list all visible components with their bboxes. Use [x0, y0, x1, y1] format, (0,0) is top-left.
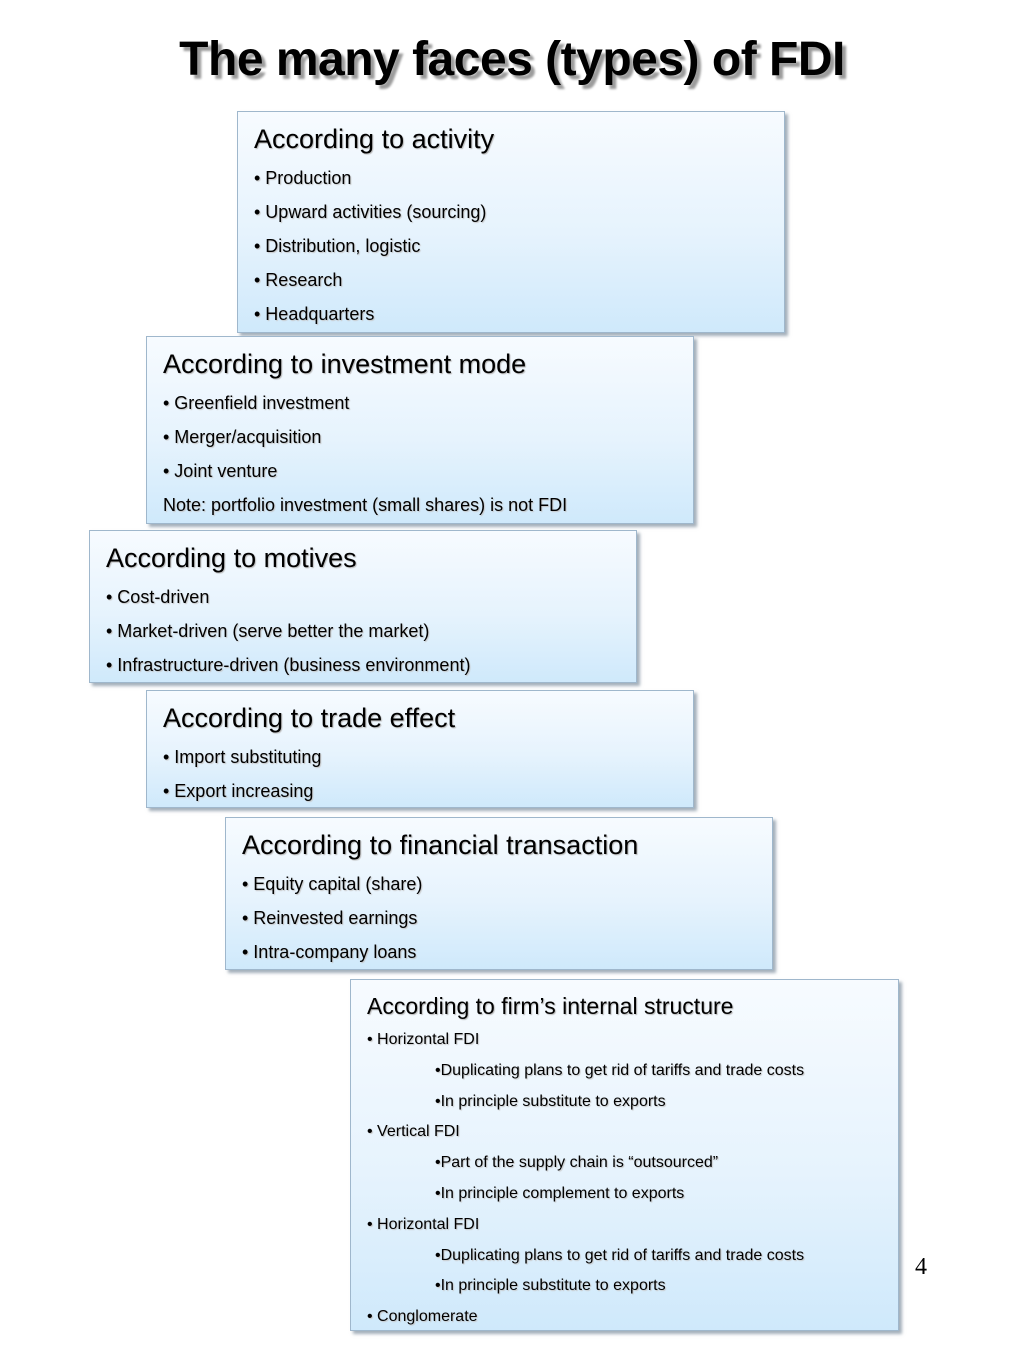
- box-heading: According to firm’s internal structure: [367, 993, 734, 1019]
- sub-list-item: •In principle complement to exports: [435, 1184, 685, 1202]
- list-item: • Distribution, logistic: [254, 236, 421, 256]
- list-item: • Research: [254, 270, 343, 290]
- list-item: • Conglomerate: [367, 1308, 478, 1326]
- list-item: • Import substituting: [163, 747, 322, 767]
- list-item: • Horizontal FDI: [367, 1215, 480, 1233]
- sub-list-item: •Part of the supply chain is “outsourced”: [435, 1154, 719, 1172]
- box-heading: According to motives: [106, 543, 357, 573]
- slide-title: The many faces (types) of FDI: [179, 33, 845, 86]
- page-number: 4: [915, 1254, 927, 1280]
- box-heading: According to trade effect: [163, 703, 456, 733]
- list-item: • Cost-driven: [106, 587, 210, 607]
- sub-list-item: •In principle substitute to exports: [435, 1277, 666, 1295]
- investment-mode-box: [146, 336, 694, 524]
- list-item: • Upward activities (sourcing): [254, 202, 487, 222]
- list-item: • Production: [254, 168, 352, 188]
- list-item: • Market-driven (serve better the market): [106, 621, 430, 641]
- note-text: Note: portfolio investment (small shares) is not FDI: [163, 495, 568, 515]
- box-heading: According to financial transaction: [242, 830, 639, 860]
- list-item: • Horizontal FDI: [367, 1031, 480, 1048]
- box-heading: According to activity: [254, 124, 495, 154]
- list-item: • Greenfield investment: [163, 393, 350, 413]
- list-item: • Reinvested earnings: [242, 908, 418, 928]
- sub-list-item: •Duplicating plans to get rid of tariffs and trade costs: [435, 1246, 805, 1264]
- financial-transaction-box: [225, 817, 773, 970]
- list-item: • Infrastructure-driven (business environment): [106, 655, 471, 675]
- list-item: • Export increasing: [163, 781, 314, 801]
- list-item: • Equity capital (share): [242, 874, 423, 894]
- list-item: • Headquarters: [254, 304, 375, 324]
- motives-box: [89, 530, 637, 683]
- sub-list-item: •Duplicating plans to get rid of tariffs and trade costs: [435, 1061, 805, 1079]
- list-item: • Merger/acquisition: [163, 427, 322, 447]
- list-item: • Intra-company loans: [242, 942, 417, 962]
- trade-effect-box: [146, 690, 694, 808]
- activity-box: [237, 111, 785, 333]
- internal-structure-box: [350, 979, 899, 1331]
- box-heading: According to investment mode: [163, 349, 527, 379]
- list-item: • Joint venture: [163, 461, 278, 481]
- list-item: • Vertical FDI: [367, 1123, 460, 1141]
- sub-list-item: •In principle substitute to exports: [435, 1092, 666, 1110]
